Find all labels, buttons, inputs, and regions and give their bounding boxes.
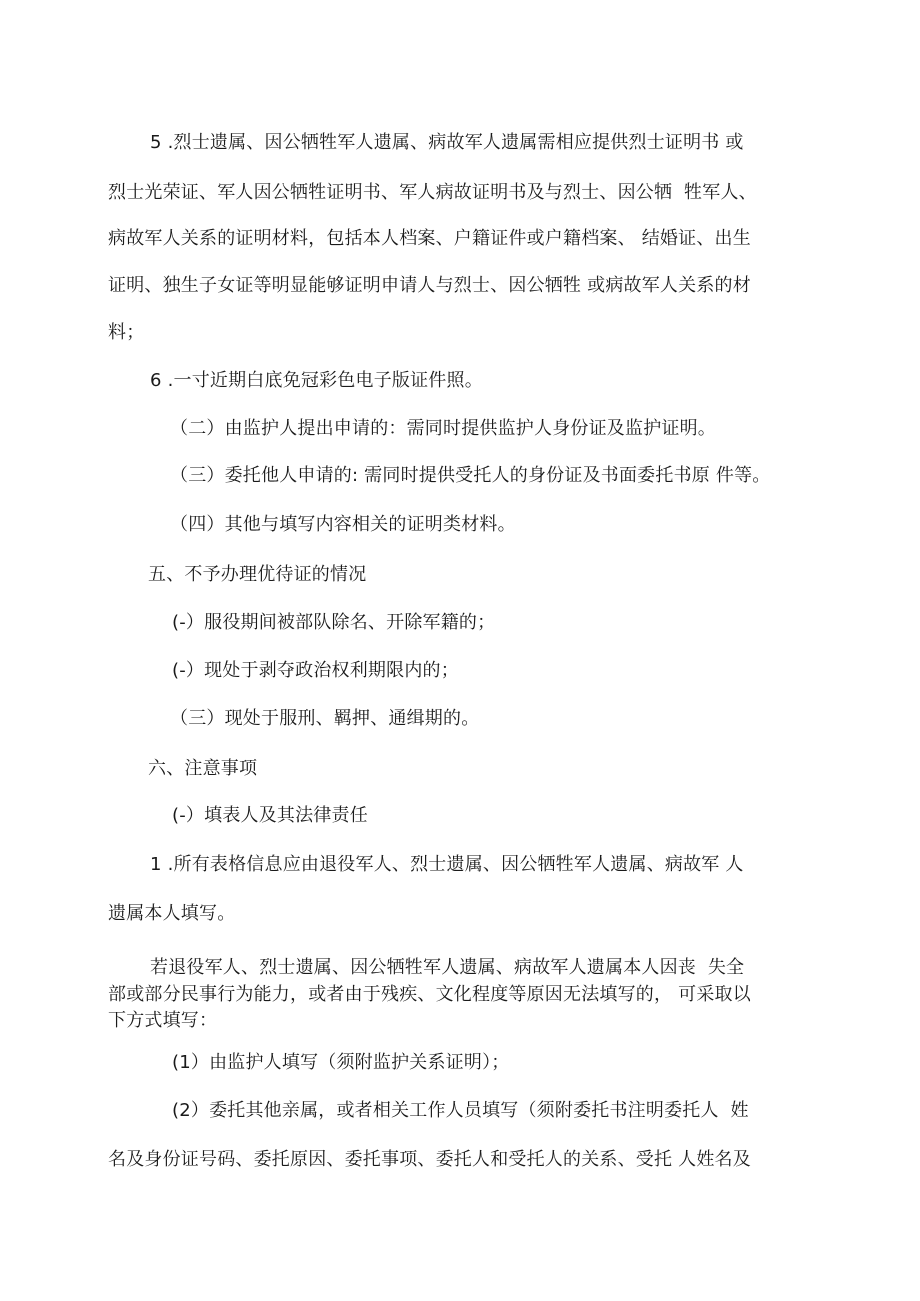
- text-line: 部或部分民事行为能力，或者由于残疾、文化程度等原因无法填写的， 可采取以: [108, 984, 751, 1005]
- text-line: 证明、独生子女证等明显能够证明申请人与烈士、因公牺牲 或病故军人关系的材: [108, 275, 751, 296]
- text-line: （三）现处于服刑、羁押、通缉期的。: [170, 708, 480, 729]
- section-heading: 五、不予办理优待证的情况: [148, 564, 367, 585]
- text-line: (2）委托其他亲属，或者相关工作人员填写（须附委托书注明委托人 姓: [172, 1100, 749, 1121]
- text-line: （二）由监护人提出申请的：需同时提供监护人身份证及监护证明。: [170, 418, 716, 439]
- text-line: 1 .所有表格信息应由退役军人、烈士遗属、因公牺牲军人遗属、病故军 人: [150, 854, 744, 875]
- text-line: (-）填表人及其法律责任: [172, 805, 368, 826]
- section-heading: 六、注意事项: [148, 758, 258, 779]
- text-line: (1）由监护人填写（须附监护关系证明）；: [172, 1052, 510, 1073]
- text-line: （四）其他与填写内容相关的证明类材料。: [170, 514, 516, 535]
- text-line: (-）现处于剥夺政治权利期限内的；: [172, 660, 459, 681]
- text-line: 料；: [108, 322, 145, 343]
- text-line: 6 .一寸近期白底免冠彩色电子版证件照。: [150, 370, 483, 391]
- text-line: 5 .烈士遗属、因公牺牲军人遗属、病故军人遗属需相应提供烈士证明书 或: [150, 132, 744, 153]
- text-line: (-）服役期间被部队除名、开除军籍的；: [172, 612, 496, 633]
- text-line: 烈士光荣证、军人因公牺牲证明书、军人病故证明书及与烈士、因公牺 牲军人、: [108, 182, 757, 203]
- text-line: 下方式填写：: [108, 1010, 218, 1031]
- text-line: （三）委托他人申请的: 需同时提供受托人的身份证及书面委托书原 件等。: [170, 465, 771, 486]
- text-line: 病故军人关系的证明材料，包括本人档案、户籍证件或户籍档案、 结婚证、出生: [108, 228, 751, 249]
- text-line: 遗属本人填写。: [108, 903, 236, 924]
- text-line: 若退役军人、烈士遗属、因公牺牲军人遗属、病故军人遗属本人因丧 失全: [150, 957, 745, 978]
- text-line: 名及身份证号码、委托原因、委托事项、委托人和受托人的关系、受托 人姓名及: [108, 1149, 751, 1170]
